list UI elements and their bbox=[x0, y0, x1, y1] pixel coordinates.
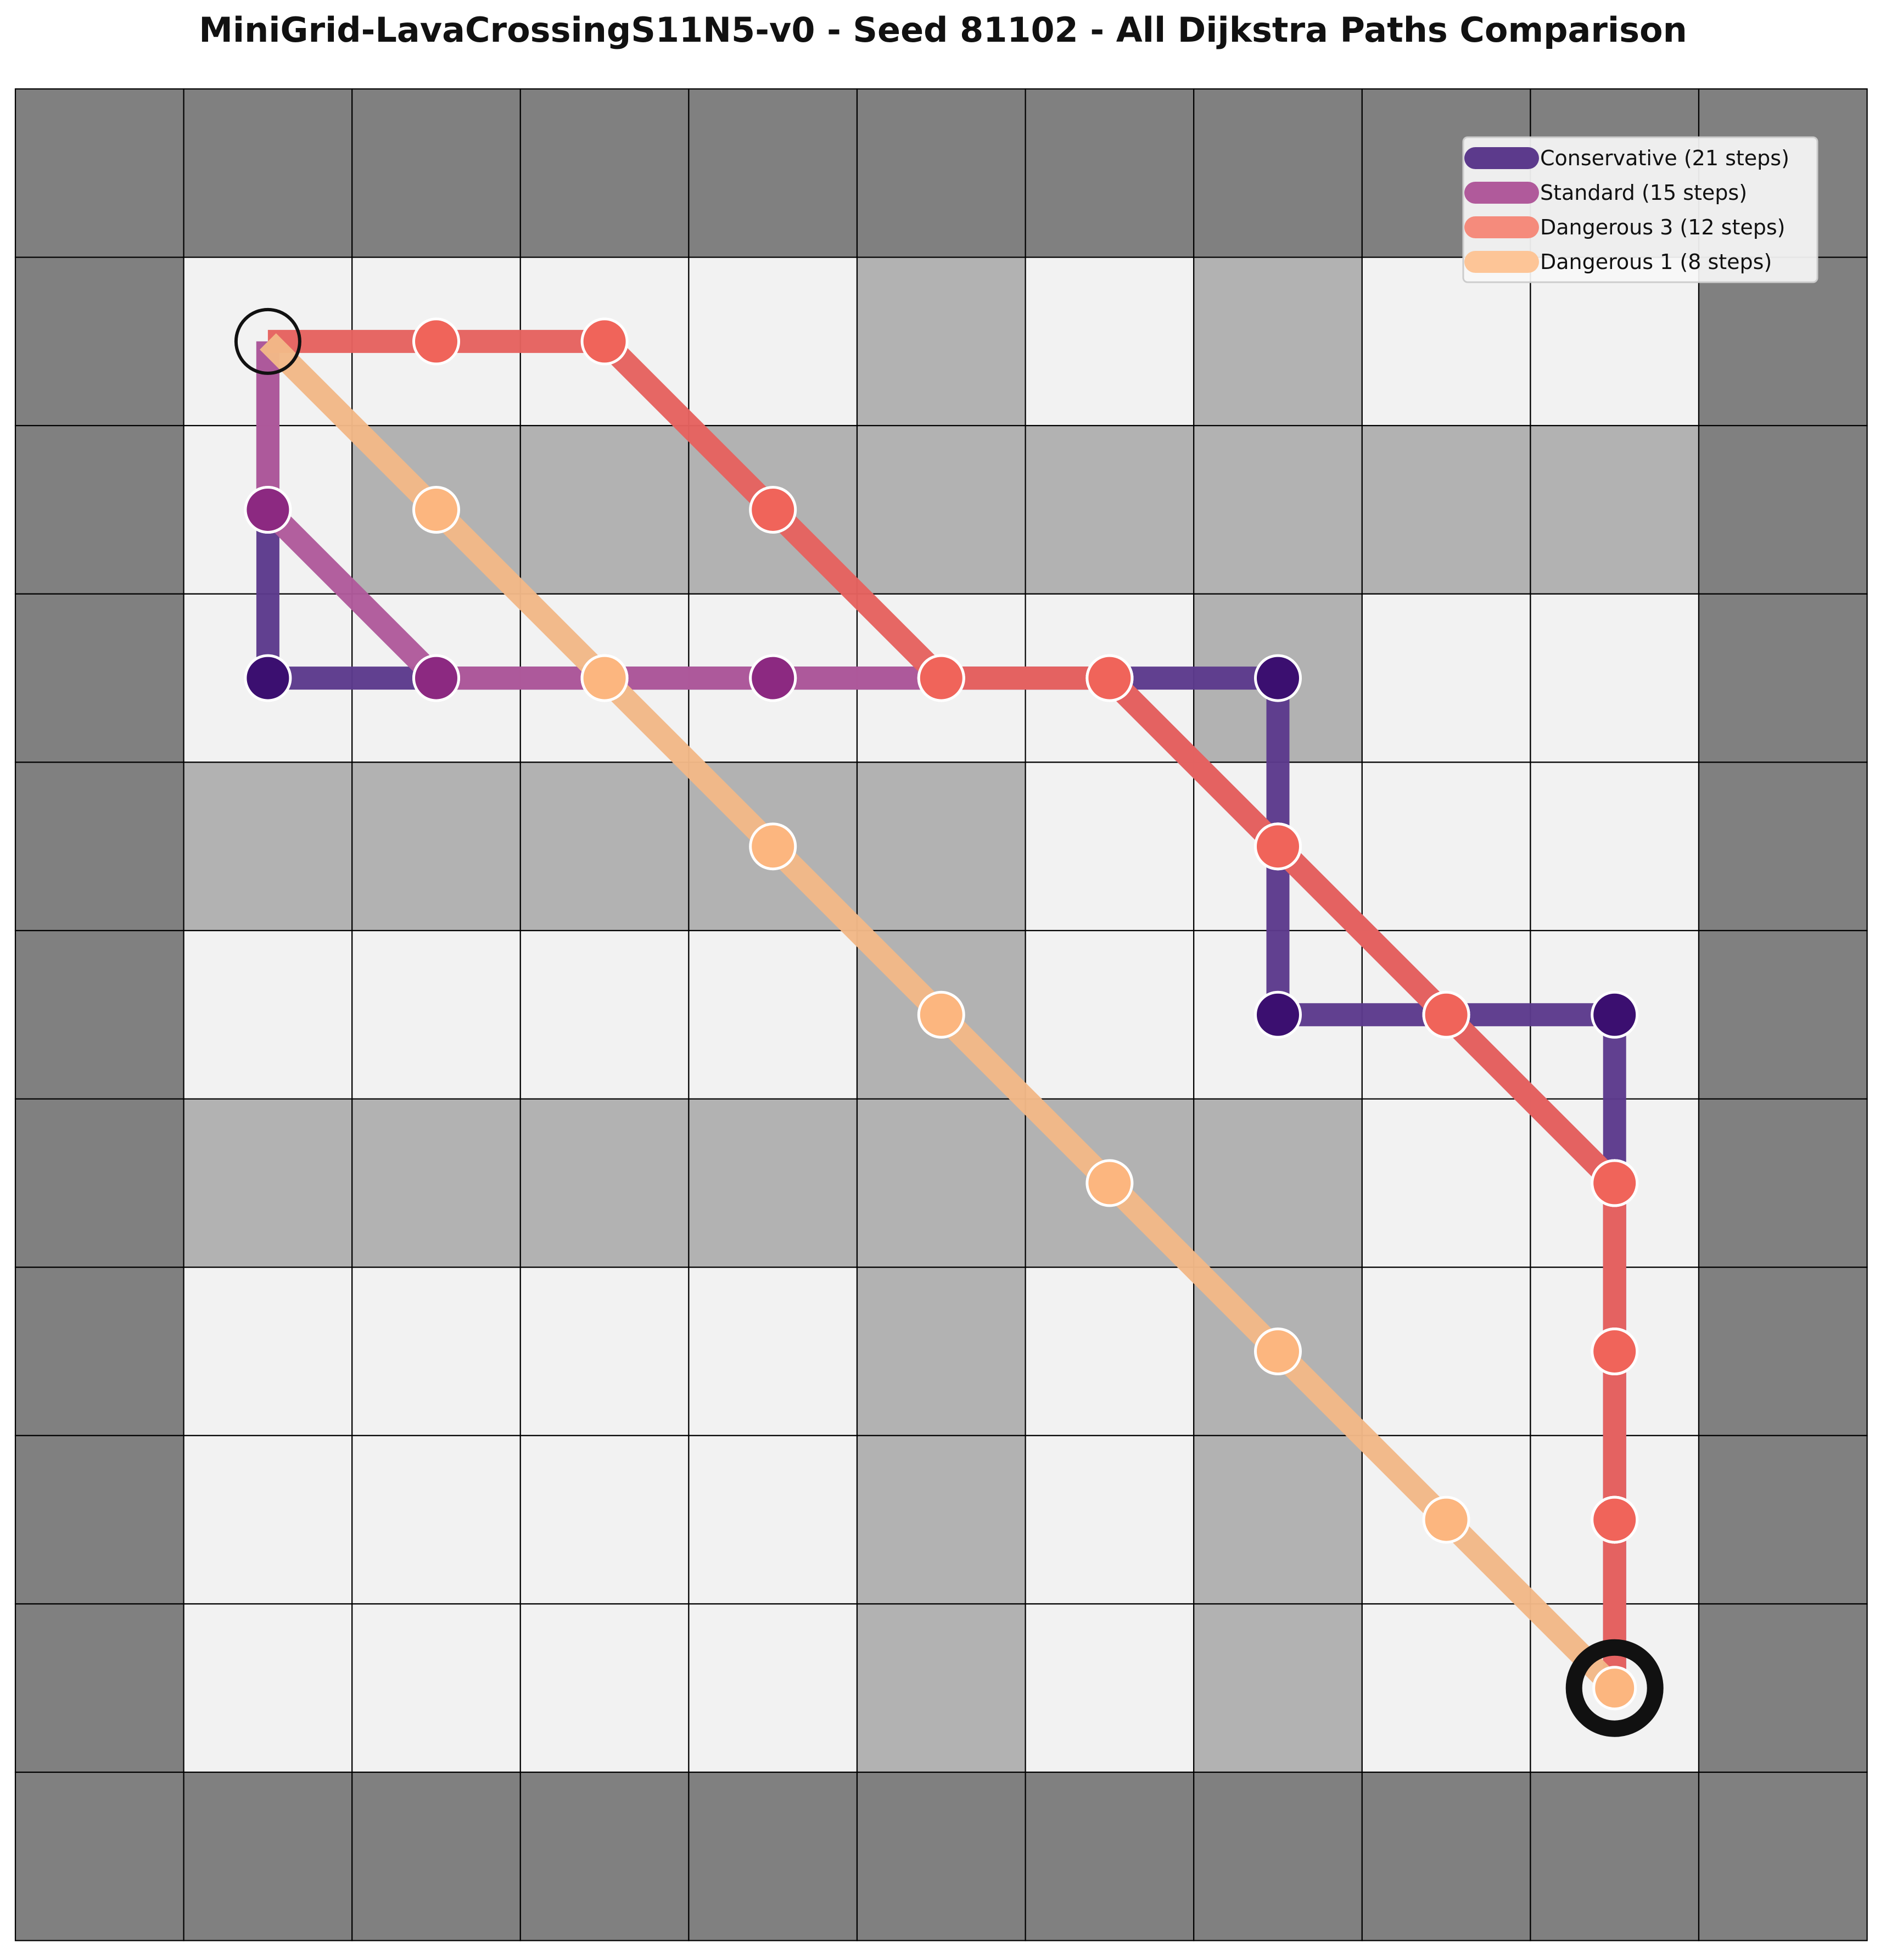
path-marker-4 bbox=[414, 488, 459, 533]
grid-cell-wall bbox=[15, 1099, 184, 1268]
grid-cell-floor bbox=[184, 1604, 352, 1772]
grid-cell-lava bbox=[184, 762, 352, 931]
legend bbox=[1463, 137, 1817, 282]
path-marker-3 bbox=[751, 488, 796, 533]
grid-cell-floor bbox=[352, 1604, 521, 1772]
grid-cell-wall bbox=[15, 931, 184, 1099]
grid-cell-lava bbox=[857, 257, 1026, 426]
grid-cell-wall bbox=[1699, 1604, 1867, 1772]
legend-label-1: Conservative (21 steps) bbox=[1540, 146, 1789, 170]
path-marker-4 bbox=[582, 656, 627, 701]
grid-cell-wall bbox=[1699, 1099, 1867, 1268]
path-marker-4 bbox=[1087, 1161, 1132, 1206]
path-marker-3 bbox=[582, 319, 627, 364]
path-marker-2 bbox=[414, 656, 459, 701]
grid-cell-wall bbox=[352, 1772, 521, 1941]
path-marker-3 bbox=[1592, 1329, 1637, 1374]
chart-title: MiniGrid-LavaCrossingS11N5-v0 - Seed 81102 - All Dijkstra Paths Comparison bbox=[199, 10, 1687, 50]
path-marker-3 bbox=[919, 656, 964, 701]
path-marker-1 bbox=[1256, 992, 1301, 1037]
grid-cell-wall bbox=[352, 89, 521, 257]
path-marker-3 bbox=[1087, 656, 1132, 701]
grid-cell-wall bbox=[1699, 594, 1867, 763]
grid-cell-floor bbox=[1362, 594, 1531, 763]
grid-cell-floor bbox=[1530, 594, 1699, 763]
legend-label-3: Dangerous 3 (12 steps) bbox=[1540, 215, 1786, 239]
grid-cell-wall bbox=[857, 89, 1026, 257]
grid-cell-lava bbox=[1194, 257, 1362, 426]
grid-cell-lava bbox=[352, 1099, 521, 1268]
grid-cell-floor bbox=[689, 1604, 857, 1772]
path-marker-1 bbox=[245, 656, 290, 701]
grid-cell-wall bbox=[521, 1772, 689, 1941]
grid-cell-wall bbox=[1699, 1436, 1867, 1604]
grid-cell-floor bbox=[1362, 1099, 1531, 1268]
grid-cell-floor bbox=[1026, 1604, 1194, 1772]
grid-cell-lava bbox=[521, 1099, 689, 1268]
grid-cell-wall bbox=[15, 762, 184, 931]
grid-cell-wall bbox=[15, 1604, 184, 1772]
grid-cell-lava bbox=[857, 1099, 1026, 1268]
grid-cell-floor bbox=[1026, 931, 1194, 1099]
goal-point bbox=[1594, 1667, 1636, 1709]
path-marker-2 bbox=[245, 488, 290, 533]
grid-cell-floor bbox=[521, 1604, 689, 1772]
path-marker-1 bbox=[1592, 992, 1637, 1037]
grid-cell-lava bbox=[857, 1267, 1026, 1436]
grid-cell-wall bbox=[857, 1772, 1026, 1941]
path-marker-1 bbox=[1256, 656, 1301, 701]
grid-cell-floor bbox=[352, 1267, 521, 1436]
grid-cell-floor bbox=[184, 1436, 352, 1604]
grid-cell-floor bbox=[689, 1267, 857, 1436]
grid-cell-lava bbox=[1194, 1604, 1362, 1772]
grid-cell-wall bbox=[689, 1772, 857, 1941]
grid-cell-lava bbox=[352, 762, 521, 931]
grid-cell-wall bbox=[15, 425, 184, 594]
grid-cell-lava bbox=[521, 425, 689, 594]
grid-cell-wall bbox=[1699, 1772, 1867, 1941]
grid-cell-floor bbox=[1362, 762, 1531, 931]
grid-cell-wall bbox=[1699, 762, 1867, 931]
grid-cell-wall bbox=[1699, 931, 1867, 1099]
grid-cell-wall bbox=[15, 594, 184, 763]
grid-cell-floor bbox=[1362, 1267, 1531, 1436]
grid-cell-wall bbox=[15, 1772, 184, 1941]
grid-cell-floor bbox=[1026, 1436, 1194, 1604]
grid-cell-wall bbox=[184, 89, 352, 257]
grid-cell-floor bbox=[689, 1436, 857, 1604]
path-marker-2 bbox=[751, 656, 796, 701]
grid-cell-lava bbox=[1530, 425, 1699, 594]
grid-cell-floor bbox=[1026, 1267, 1194, 1436]
grid-cell-wall bbox=[15, 1436, 184, 1604]
grid-cell-floor bbox=[1362, 1604, 1531, 1772]
grid-cell-floor bbox=[521, 931, 689, 1099]
path-marker-4 bbox=[1424, 1497, 1469, 1542]
grid-cell-lava bbox=[857, 762, 1026, 931]
grid-cell-wall bbox=[1026, 1772, 1194, 1941]
grid-cell-floor bbox=[1530, 762, 1699, 931]
grid-cell-wall bbox=[15, 257, 184, 426]
grid-cell-lava bbox=[857, 425, 1026, 594]
grid-cell-wall bbox=[1194, 1772, 1362, 1941]
grid-cell-floor bbox=[352, 931, 521, 1099]
grid-cell-wall bbox=[1699, 425, 1867, 594]
grid-cell-wall bbox=[1362, 1772, 1531, 1941]
grid-cell-wall bbox=[1699, 1267, 1867, 1436]
path-marker-3 bbox=[1592, 1497, 1637, 1542]
grid-cell-lava bbox=[857, 1436, 1026, 1604]
path-marker-3 bbox=[1424, 992, 1469, 1037]
grid-cell-wall bbox=[184, 1772, 352, 1941]
grid-cell-floor bbox=[1026, 762, 1194, 931]
grid-cell-lava bbox=[521, 762, 689, 931]
grid-cell-lava bbox=[689, 1099, 857, 1268]
grid-cell-lava bbox=[1194, 1099, 1362, 1268]
grid-cell-floor bbox=[521, 1267, 689, 1436]
path-marker-3 bbox=[1592, 1161, 1637, 1206]
legend-label-4: Dangerous 1 (8 steps) bbox=[1540, 250, 1772, 274]
grid-cell-lava bbox=[1194, 425, 1362, 594]
grid-cell-wall bbox=[1194, 89, 1362, 257]
grid-cell-wall bbox=[1026, 89, 1194, 257]
grid-cell-floor bbox=[521, 1436, 689, 1604]
grid-cell-floor bbox=[689, 931, 857, 1099]
grid-cell-wall bbox=[1530, 1772, 1699, 1941]
grid-cell-lava bbox=[1194, 1436, 1362, 1604]
grid-cell-wall bbox=[689, 89, 857, 257]
grid-cell-wall bbox=[15, 89, 184, 257]
grid-cell-floor bbox=[184, 1267, 352, 1436]
grid-cell-floor bbox=[1026, 257, 1194, 426]
grid-cell-lava bbox=[1362, 425, 1531, 594]
grid-cell-wall bbox=[15, 1267, 184, 1436]
path-marker-3 bbox=[1256, 824, 1301, 869]
grid-cell-wall bbox=[521, 89, 689, 257]
path-marker-3 bbox=[414, 319, 459, 364]
grid-cell-lava bbox=[857, 1604, 1026, 1772]
grid-cell-floor bbox=[352, 1436, 521, 1604]
path-marker-4 bbox=[919, 992, 964, 1037]
path-marker-4 bbox=[751, 824, 796, 869]
grid-cell-floor bbox=[184, 931, 352, 1099]
grid-cell-lava bbox=[184, 1099, 352, 1268]
grid-cell-floor bbox=[689, 257, 857, 426]
path-marker-4 bbox=[1256, 1329, 1301, 1374]
grid-cell-lava bbox=[1026, 425, 1194, 594]
legend-label-2: Standard (15 steps) bbox=[1540, 181, 1748, 205]
